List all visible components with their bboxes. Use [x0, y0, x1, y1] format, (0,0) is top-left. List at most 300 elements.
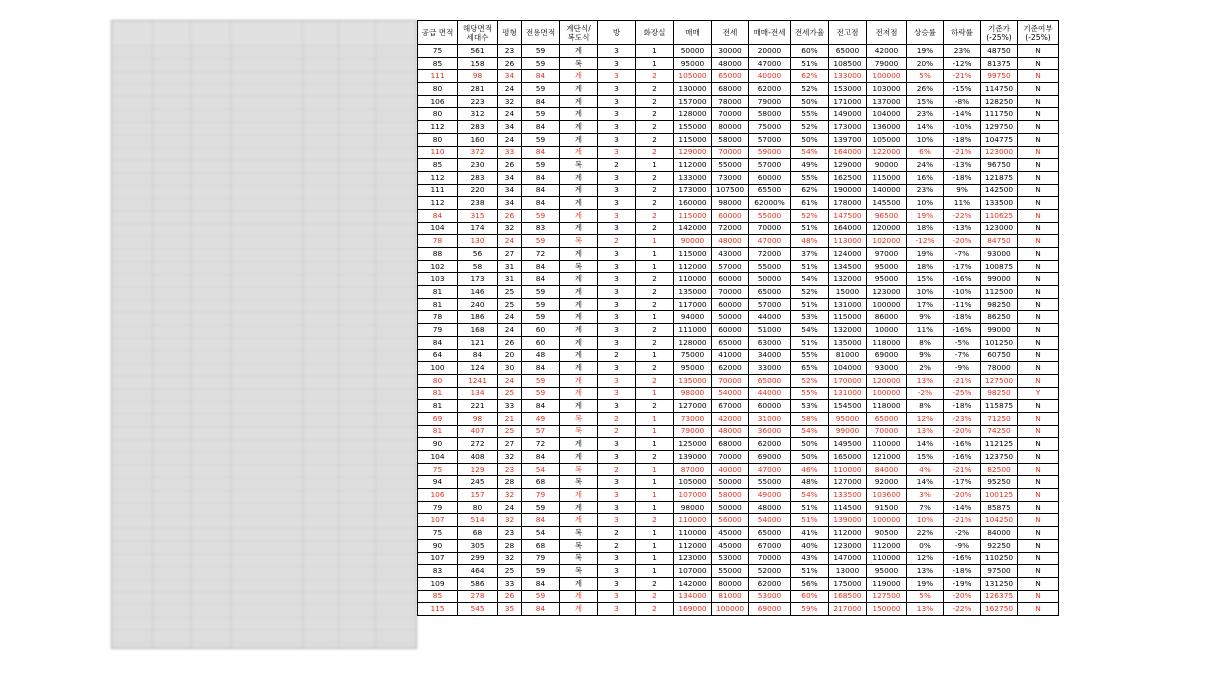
table-cell[interactable]: 계 — [560, 577, 598, 590]
table-cell[interactable]: 12% — [907, 412, 944, 425]
table-cell[interactable]: 110625 — [981, 209, 1018, 222]
table-cell[interactable]: 178000 — [829, 197, 867, 210]
table-cell[interactable]: 1 — [636, 527, 674, 540]
table-cell[interactable]: 2 — [598, 412, 636, 425]
table-cell[interactable]: 59 — [522, 387, 560, 400]
table-cell[interactable]: N — [1018, 438, 1059, 451]
table-cell[interactable]: 545 — [458, 603, 498, 616]
table-cell[interactable]: 84 — [418, 336, 458, 349]
table-cell[interactable]: 121875 — [981, 171, 1018, 184]
table-cell[interactable]: 84 — [522, 184, 560, 197]
table-cell[interactable]: 135000 — [674, 286, 712, 299]
table-cell[interactable]: 81 — [418, 400, 458, 413]
table-cell[interactable]: 173 — [458, 273, 498, 286]
table-cell[interactable]: 84 — [458, 349, 498, 362]
table-cell[interactable]: N — [1018, 311, 1059, 324]
table-row[interactable] — [418, 235, 1059, 248]
table-cell[interactable]: 95000 — [674, 57, 712, 70]
table-cell[interactable]: 계 — [560, 121, 598, 134]
table-cell[interactable]: 1 — [636, 501, 674, 514]
table-cell[interactable]: 57000 — [749, 133, 791, 146]
table-cell[interactable]: 8% — [907, 336, 944, 349]
table-cell[interactable]: 95000 — [867, 260, 907, 273]
table-cell[interactable]: 55000 — [749, 476, 791, 489]
table-cell[interactable]: 84 — [522, 603, 560, 616]
table-cell[interactable]: 60750 — [981, 349, 1018, 362]
table-cell[interactable]: 4% — [907, 463, 944, 476]
table-cell[interactable]: 23 — [498, 527, 522, 540]
table-cell[interactable]: 147500 — [829, 209, 867, 222]
table-cell[interactable]: 31000 — [749, 412, 791, 425]
table-row[interactable] — [418, 387, 1059, 400]
table-cell[interactable]: 3 — [598, 108, 636, 121]
table-cell[interactable]: 84 — [522, 70, 560, 83]
table-cell[interactable]: -14% — [944, 108, 981, 121]
table-cell[interactable]: 3 — [598, 260, 636, 273]
table-cell[interactable]: 586 — [458, 577, 498, 590]
table-cell[interactable]: 19% — [907, 45, 944, 58]
table-cell[interactable]: 1 — [636, 57, 674, 70]
table-cell[interactable]: 131000 — [829, 387, 867, 400]
table-cell[interactable]: 3 — [598, 476, 636, 489]
table-cell[interactable]: 33 — [498, 400, 522, 413]
table-cell[interactable]: 27 — [498, 438, 522, 451]
table-cell[interactable]: N — [1018, 235, 1059, 248]
table-cell[interactable]: 85 — [418, 57, 458, 70]
table-cell[interactable]: 3 — [598, 451, 636, 464]
table-cell[interactable]: 3 — [598, 70, 636, 83]
table-row[interactable] — [418, 70, 1059, 83]
table-cell[interactable]: 84 — [522, 121, 560, 134]
table-cell[interactable]: -7% — [944, 349, 981, 362]
table-cell[interactable]: 복 — [560, 425, 598, 438]
table-cell[interactable]: 80000 — [712, 577, 749, 590]
table-cell[interactable]: 40000 — [749, 70, 791, 83]
table-cell[interactable]: 53% — [791, 400, 829, 413]
table-cell[interactable]: 69000 — [749, 451, 791, 464]
table-cell[interactable]: 복 — [560, 235, 598, 248]
table-cell[interactable]: 31 — [498, 273, 522, 286]
table-cell[interactable]: 13% — [907, 425, 944, 438]
table-cell[interactable]: 84 — [522, 146, 560, 159]
table-cell[interactable]: 142000 — [674, 222, 712, 235]
table-cell[interactable]: 72000 — [712, 222, 749, 235]
table-cell[interactable]: 22% — [907, 527, 944, 540]
table-cell[interactable]: 139000 — [674, 451, 712, 464]
table-cell[interactable]: 59 — [522, 235, 560, 248]
table-cell[interactable]: 110250 — [981, 552, 1018, 565]
table-cell[interactable]: 19% — [907, 248, 944, 261]
table-cell[interactable]: 102 — [418, 260, 458, 273]
table-cell[interactable]: 80 — [418, 108, 458, 121]
table-cell[interactable]: 123000 — [674, 552, 712, 565]
column-header[interactable]: 방 — [598, 21, 636, 45]
table-cell[interactable]: 162750 — [981, 603, 1018, 616]
table-cell[interactable]: 23 — [498, 45, 522, 58]
table-cell[interactable]: 75 — [418, 527, 458, 540]
table-cell[interactable]: 60000 — [712, 298, 749, 311]
table-cell[interactable]: 130 — [458, 235, 498, 248]
table-cell[interactable]: 283 — [458, 121, 498, 134]
table-cell[interactable]: 84 — [522, 260, 560, 273]
table-cell[interactable]: 16% — [907, 171, 944, 184]
table-cell[interactable]: 30 — [498, 362, 522, 375]
table-cell[interactable]: 58% — [791, 412, 829, 425]
table-cell[interactable]: 36000 — [749, 425, 791, 438]
table-cell[interactable]: -18% — [944, 400, 981, 413]
table-cell[interactable]: 20% — [907, 57, 944, 70]
table-cell[interactable]: N — [1018, 425, 1059, 438]
table-cell[interactable]: 217000 — [829, 603, 867, 616]
table-cell[interactable]: N — [1018, 121, 1059, 134]
table-cell[interactable]: 104 — [418, 222, 458, 235]
table-cell[interactable]: 230 — [458, 159, 498, 172]
table-cell[interactable]: 48000 — [749, 501, 791, 514]
table-cell[interactable]: 97500 — [981, 565, 1018, 578]
table-cell[interactable]: -18% — [944, 565, 981, 578]
table-cell[interactable]: 62% — [791, 70, 829, 83]
table-cell[interactable]: 1 — [636, 235, 674, 248]
column-header[interactable]: 해당면적 세대수 — [458, 21, 498, 45]
table-cell[interactable]: 9% — [907, 311, 944, 324]
table-cell[interactable]: 150000 — [867, 603, 907, 616]
table-cell[interactable]: 132000 — [829, 273, 867, 286]
table-cell[interactable]: 55% — [791, 349, 829, 362]
table-cell[interactable]: 64 — [418, 349, 458, 362]
table-cell[interactable]: 32 — [498, 552, 522, 565]
table-cell[interactable]: 10% — [907, 286, 944, 299]
table-cell[interactable]: 25 — [498, 425, 522, 438]
table-cell[interactable]: 42000 — [712, 412, 749, 425]
table-cell[interactable]: 92000 — [867, 476, 907, 489]
table-cell[interactable]: 2 — [636, 324, 674, 337]
table-cell[interactable]: 98000 — [674, 501, 712, 514]
table-cell[interactable]: N — [1018, 248, 1059, 261]
column-header[interactable]: 전용면적 — [522, 21, 560, 45]
table-cell[interactable]: 128000 — [674, 336, 712, 349]
table-cell[interactable]: 75 — [418, 463, 458, 476]
table-cell[interactable]: 21 — [498, 412, 522, 425]
table-cell[interactable]: N — [1018, 590, 1059, 603]
table-cell[interactable]: 47000 — [749, 463, 791, 476]
table-cell[interactable]: 65% — [791, 362, 829, 375]
table-cell[interactable]: 114750 — [981, 83, 1018, 96]
table-cell[interactable]: 50000 — [712, 501, 749, 514]
table-cell[interactable]: 278 — [458, 590, 498, 603]
table-cell[interactable]: 2 — [636, 146, 674, 159]
table-cell[interactable]: 10000 — [867, 324, 907, 337]
table-cell[interactable]: -8% — [944, 95, 981, 108]
table-row[interactable] — [418, 222, 1059, 235]
table-cell[interactable]: 56% — [791, 577, 829, 590]
table-cell[interactable]: 70000 — [712, 451, 749, 464]
table-cell[interactable]: 계 — [560, 70, 598, 83]
table-cell[interactable]: -23% — [944, 412, 981, 425]
table-cell[interactable]: 3 — [598, 362, 636, 375]
table-cell[interactable]: 28 — [498, 539, 522, 552]
table-row[interactable] — [418, 273, 1059, 286]
table-cell[interactable]: 계 — [560, 108, 598, 121]
table-cell[interactable]: 59 — [522, 57, 560, 70]
table-cell[interactable]: 131000 — [829, 298, 867, 311]
column-header[interactable]: 전고점 — [829, 21, 867, 45]
table-cell[interactable]: 81 — [418, 425, 458, 438]
table-cell[interactable]: 126375 — [981, 590, 1018, 603]
table-cell[interactable]: 100000 — [867, 298, 907, 311]
table-cell[interactable]: 3 — [598, 286, 636, 299]
table-cell[interactable]: 90 — [418, 539, 458, 552]
table-cell[interactable]: 154500 — [829, 400, 867, 413]
table-cell[interactable]: 2 — [636, 603, 674, 616]
table-cell[interactable]: 52% — [791, 209, 829, 222]
table-cell[interactable]: 2 — [598, 159, 636, 172]
table-cell[interactable]: 85875 — [981, 501, 1018, 514]
table-cell[interactable]: 111750 — [981, 108, 1018, 121]
table-cell[interactable]: 37% — [791, 248, 829, 261]
table-cell[interactable]: 90 — [418, 438, 458, 451]
table-cell[interactable]: 104 — [418, 451, 458, 464]
table-cell[interactable]: 130000 — [674, 83, 712, 96]
table-cell[interactable]: 계 — [560, 83, 598, 96]
table-cell[interactable]: 79 — [418, 324, 458, 337]
table-cell[interactable]: 72 — [522, 248, 560, 261]
table-cell[interactable]: 복 — [560, 159, 598, 172]
table-cell[interactable]: 1 — [636, 412, 674, 425]
table-cell[interactable]: -16% — [944, 324, 981, 337]
table-cell[interactable]: 3 — [598, 121, 636, 134]
table-cell[interactable]: 27 — [498, 248, 522, 261]
table-cell[interactable]: 164000 — [829, 222, 867, 235]
table-cell[interactable]: 34 — [498, 70, 522, 83]
table-cell[interactable]: 51% — [791, 501, 829, 514]
table-cell[interactable]: 계 — [560, 400, 598, 413]
table-cell[interactable]: N — [1018, 463, 1059, 476]
table-cell[interactable]: 24 — [498, 374, 522, 387]
table-cell[interactable]: 복 — [560, 412, 598, 425]
table-cell[interactable]: 84 — [522, 514, 560, 527]
table-cell[interactable]: N — [1018, 260, 1059, 273]
table-cell[interactable]: 112 — [418, 121, 458, 134]
table-cell[interactable]: 81000 — [712, 590, 749, 603]
table-cell[interactable]: 3 — [598, 336, 636, 349]
table-cell[interactable]: 50% — [791, 451, 829, 464]
table-cell[interactable]: N — [1018, 95, 1059, 108]
table-cell[interactable]: 128250 — [981, 95, 1018, 108]
table-cell[interactable]: 11% — [907, 324, 944, 337]
table-cell[interactable]: 2 — [636, 222, 674, 235]
table-cell[interactable]: 3 — [598, 311, 636, 324]
table-cell[interactable]: 14% — [907, 438, 944, 451]
table-cell[interactable]: 59 — [522, 83, 560, 96]
table-cell[interactable]: 112125 — [981, 438, 1018, 451]
table-cell[interactable]: -25% — [944, 387, 981, 400]
table-cell[interactable]: 100125 — [981, 489, 1018, 502]
table-cell[interactable]: 88 — [418, 248, 458, 261]
table-cell[interactable]: 115000 — [674, 209, 712, 222]
table-cell[interactable]: 48750 — [981, 45, 1018, 58]
table-cell[interactable]: 복 — [560, 57, 598, 70]
table-row[interactable] — [418, 324, 1059, 337]
table-cell[interactable]: 50000 — [712, 311, 749, 324]
table-cell[interactable]: -12% — [907, 235, 944, 248]
table-cell[interactable]: 84750 — [981, 235, 1018, 248]
table-row[interactable] — [418, 248, 1059, 261]
table-cell[interactable]: 20000 — [749, 45, 791, 58]
table-cell[interactable]: 3 — [598, 95, 636, 108]
table-cell[interactable]: 34 — [498, 121, 522, 134]
table-cell[interactable]: N — [1018, 45, 1059, 58]
table-cell[interactable]: -12% — [944, 57, 981, 70]
table-cell[interactable]: 464 — [458, 565, 498, 578]
table-cell[interactable]: 50000 — [674, 45, 712, 58]
table-cell[interactable]: 115000 — [674, 248, 712, 261]
table-cell[interactable]: 3 — [598, 222, 636, 235]
table-cell[interactable]: 15% — [907, 451, 944, 464]
table-cell[interactable]: 23 — [498, 463, 522, 476]
table-cell[interactable]: N — [1018, 108, 1059, 121]
table-cell[interactable]: 3 — [598, 387, 636, 400]
table-cell[interactable]: 1 — [636, 387, 674, 400]
table-cell[interactable]: 100 — [418, 362, 458, 375]
table-cell[interactable]: -5% — [944, 336, 981, 349]
table-cell[interactable]: 계 — [560, 45, 598, 58]
table-cell[interactable]: N — [1018, 286, 1059, 299]
table-cell[interactable]: 3 — [598, 133, 636, 146]
table-cell[interactable]: 계 — [560, 362, 598, 375]
table-cell[interactable]: 계 — [560, 273, 598, 286]
table-cell[interactable]: N — [1018, 171, 1059, 184]
table-cell[interactable]: 103 — [418, 273, 458, 286]
table-cell[interactable]: 50% — [791, 133, 829, 146]
table-cell[interactable]: 65000 — [749, 286, 791, 299]
table-cell[interactable]: 3 — [598, 590, 636, 603]
table-cell[interactable]: 32 — [498, 489, 522, 502]
table-cell[interactable]: 54% — [791, 146, 829, 159]
table-cell[interactable]: 283 — [458, 171, 498, 184]
table-cell[interactable]: 70000 — [749, 552, 791, 565]
table-cell[interactable]: 54% — [791, 425, 829, 438]
table-cell[interactable]: 복 — [560, 565, 598, 578]
table-cell[interactable]: 124 — [458, 362, 498, 375]
table-cell[interactable]: 57000 — [749, 159, 791, 172]
table-cell[interactable]: 70000 — [712, 286, 749, 299]
table-cell[interactable]: 34 — [498, 184, 522, 197]
table-cell[interactable]: 102000 — [867, 235, 907, 248]
table-cell[interactable]: N — [1018, 577, 1059, 590]
table-cell[interactable]: 119000 — [867, 577, 907, 590]
table-cell[interactable]: 97000 — [867, 248, 907, 261]
table-cell[interactable]: 90500 — [867, 527, 907, 540]
table-cell[interactable]: 계 — [560, 387, 598, 400]
table-cell[interactable]: 115 — [418, 603, 458, 616]
table-row[interactable] — [418, 552, 1059, 565]
table-cell[interactable]: 95000 — [867, 565, 907, 578]
table-cell[interactable]: 59 — [522, 286, 560, 299]
table-cell[interactable]: 복 — [560, 463, 598, 476]
table-cell[interactable]: 70000 — [712, 108, 749, 121]
table-cell[interactable]: 3% — [907, 489, 944, 502]
table-cell[interactable]: 24 — [498, 324, 522, 337]
table-cell[interactable]: 91500 — [867, 501, 907, 514]
table-cell[interactable]: 103000 — [867, 83, 907, 96]
table-cell[interactable]: 59000 — [749, 146, 791, 159]
table-cell[interactable]: N — [1018, 146, 1059, 159]
table-cell[interactable]: Y — [1018, 387, 1059, 400]
table-cell[interactable]: 115000 — [867, 171, 907, 184]
table-cell[interactable]: 12% — [907, 552, 944, 565]
table-row[interactable] — [418, 425, 1059, 438]
table-cell[interactable]: 140000 — [867, 184, 907, 197]
table-cell[interactable]: 98 — [458, 412, 498, 425]
table-cell[interactable]: 59 — [522, 298, 560, 311]
table-cell[interactable]: -2% — [944, 527, 981, 540]
table-cell[interactable]: 44000 — [749, 311, 791, 324]
table-cell[interactable]: 104000 — [829, 362, 867, 375]
table-cell[interactable]: 1 — [636, 45, 674, 58]
table-cell[interactable]: 104775 — [981, 133, 1018, 146]
table-cell[interactable]: 59 — [522, 501, 560, 514]
table-cell[interactable]: 3 — [598, 577, 636, 590]
table-cell[interactable]: 112000 — [867, 539, 907, 552]
table-cell[interactable]: 2 — [636, 171, 674, 184]
table-cell[interactable]: 157000 — [674, 95, 712, 108]
table-cell[interactable]: 2 — [598, 527, 636, 540]
table-cell[interactable]: 32 — [498, 95, 522, 108]
table-cell[interactable]: 42000 — [867, 45, 907, 58]
table-cell[interactable]: 3 — [598, 400, 636, 413]
table-cell[interactable]: 2 — [636, 133, 674, 146]
table-cell[interactable]: 3 — [598, 57, 636, 70]
table-cell[interactable]: 105000 — [867, 133, 907, 146]
table-cell[interactable]: 계 — [560, 603, 598, 616]
table-row[interactable] — [418, 298, 1059, 311]
table-cell[interactable]: 3 — [598, 552, 636, 565]
table-cell[interactable]: 1 — [636, 489, 674, 502]
table-row[interactable] — [418, 108, 1059, 121]
column-header[interactable]: 평형 — [498, 21, 522, 45]
table-cell[interactable]: N — [1018, 476, 1059, 489]
table-cell[interactable]: 514 — [458, 514, 498, 527]
table-cell[interactable]: 100875 — [981, 260, 1018, 273]
table-cell[interactable]: 15% — [907, 95, 944, 108]
table-row[interactable] — [418, 95, 1059, 108]
table-cell[interactable]: -16% — [944, 451, 981, 464]
table-cell[interactable]: 13% — [907, 603, 944, 616]
table-cell[interactable]: 계 — [560, 248, 598, 261]
table-cell[interactable]: 10% — [907, 133, 944, 146]
table-row[interactable] — [418, 336, 1059, 349]
table-cell[interactable]: 79 — [522, 552, 560, 565]
table-cell[interactable]: 136000 — [867, 121, 907, 134]
table-cell[interactable]: 110000 — [674, 273, 712, 286]
table-cell[interactable]: 61% — [791, 197, 829, 210]
table-row[interactable] — [418, 45, 1059, 58]
column-header[interactable]: 전세가율 — [791, 21, 829, 45]
table-cell[interactable]: N — [1018, 489, 1059, 502]
table-cell[interactable]: 98250 — [981, 387, 1018, 400]
table-cell[interactable]: 2 — [636, 108, 674, 121]
table-cell[interactable]: 110000 — [829, 463, 867, 476]
column-header[interactable]: 기준가 (-25%) — [981, 21, 1018, 45]
table-cell[interactable]: 115875 — [981, 400, 1018, 413]
table-cell[interactable]: N — [1018, 362, 1059, 375]
table-cell[interactable]: 51% — [791, 298, 829, 311]
table-cell[interactable]: N — [1018, 374, 1059, 387]
table-cell[interactable]: 134 — [458, 387, 498, 400]
table-cell[interactable]: 84 — [522, 577, 560, 590]
table-cell[interactable]: 164000 — [829, 146, 867, 159]
table-cell[interactable]: 121000 — [867, 451, 907, 464]
